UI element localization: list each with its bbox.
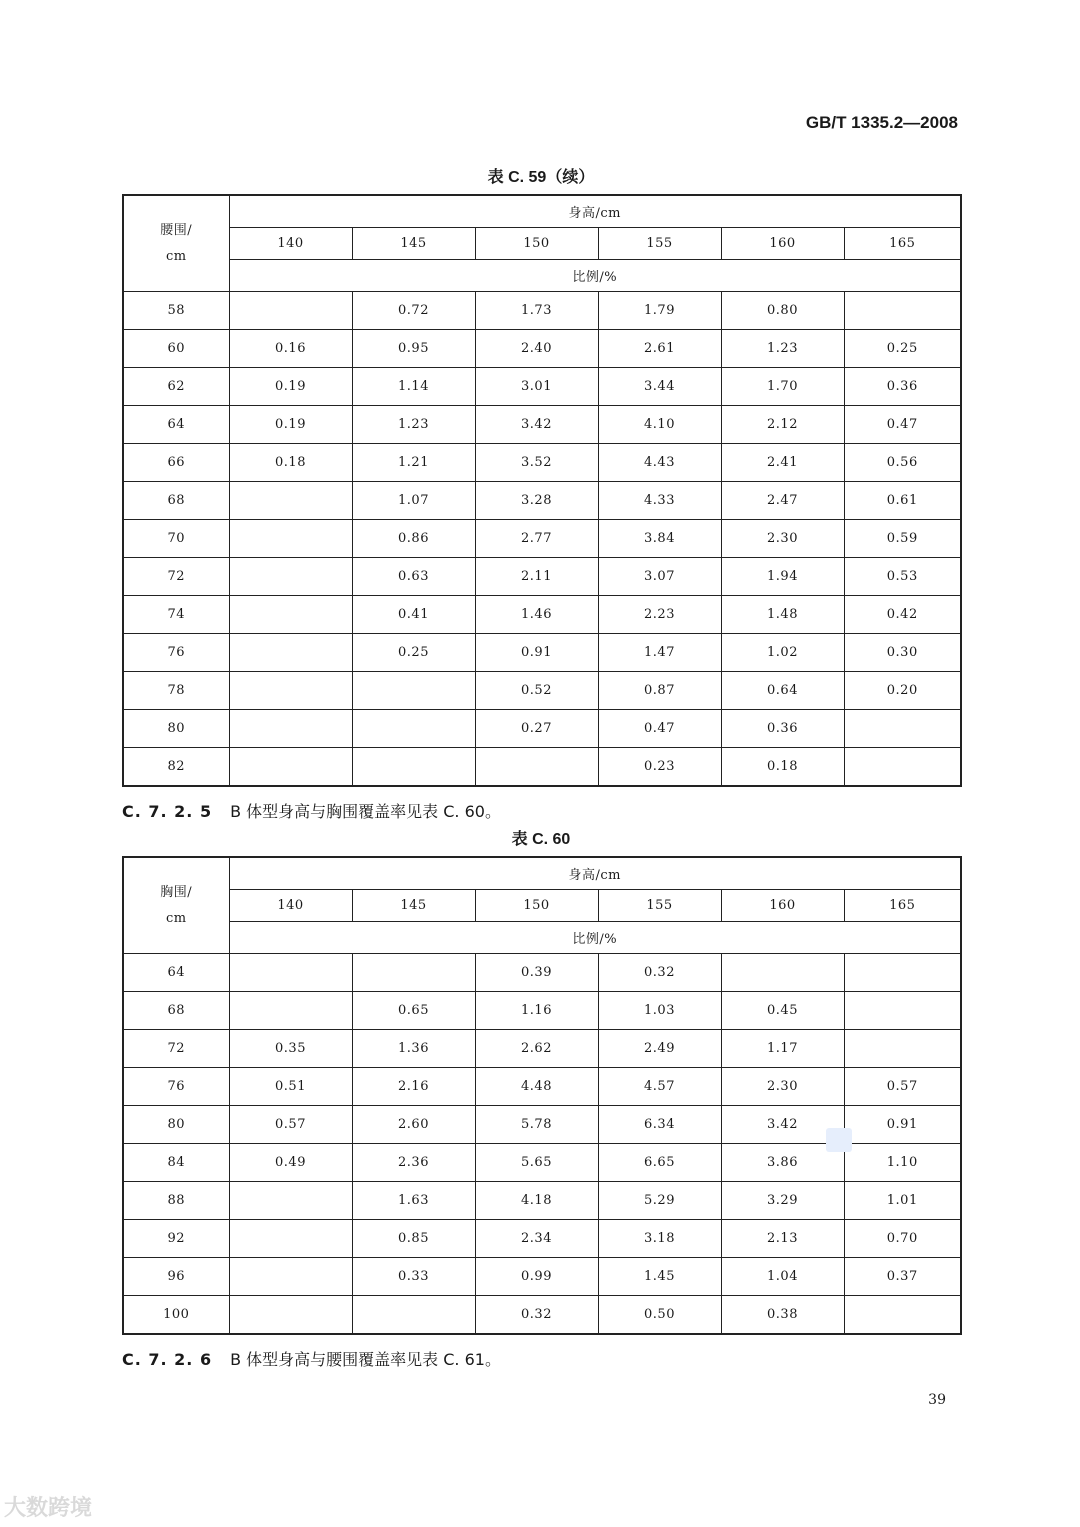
table-row [123, 406, 961, 444]
table-cell: 1.45 [598, 1258, 721, 1296]
table-cell: 2.23 [598, 596, 721, 634]
table-cell [229, 596, 352, 634]
table-cell [229, 672, 352, 710]
table-cell: 4.57 [598, 1068, 721, 1106]
table-cell: 1.23 [352, 406, 475, 444]
table-row [123, 634, 961, 672]
row-header-unit: cm [165, 910, 187, 926]
table-cell [352, 954, 475, 992]
table-cell: 0.42 [844, 596, 961, 634]
table-cell: 0.49 [229, 1144, 352, 1182]
table-row [123, 482, 961, 520]
row-key: 76 [123, 1068, 229, 1106]
row-key: 74 [123, 596, 229, 634]
row-key: 92 [123, 1220, 229, 1258]
table-cell: 3.01 [475, 368, 598, 406]
table-cell: 2.62 [475, 1030, 598, 1068]
table-cell: 5.78 [475, 1106, 598, 1144]
table-cell: 0.32 [598, 954, 721, 992]
table-cell: 2.30 [721, 1068, 844, 1106]
row-key: 84 [123, 1144, 229, 1182]
table-cell: 0.63 [352, 558, 475, 596]
table-cell: 2.36 [352, 1144, 475, 1182]
table-cell [229, 992, 352, 1030]
standard-code: GB/T 1335.2—2008 [805, 113, 958, 132]
table-cell: 0.20 [844, 672, 961, 710]
clause-number: C. 7. 2. 5 [122, 802, 213, 821]
table-cell: 0.70 [844, 1220, 961, 1258]
row-key: 72 [123, 1030, 229, 1068]
table-cell: 0.87 [598, 672, 721, 710]
table-cell: 0.19 [229, 368, 352, 406]
height-header: 身高/cm [229, 195, 961, 228]
row-key: 70 [123, 520, 229, 558]
ratio-header: 比例/% [229, 922, 961, 954]
table-cell [229, 1296, 352, 1335]
table-cell: 3.42 [475, 406, 598, 444]
table-cell: 1.07 [352, 482, 475, 520]
table-cell: 1.23 [721, 330, 844, 368]
row-key: 96 [123, 1258, 229, 1296]
table-row [123, 1030, 961, 1068]
row-key: 88 [123, 1182, 229, 1220]
table-cell: 1.10 [844, 1144, 961, 1182]
table-cell: 0.38 [721, 1296, 844, 1335]
table-cell: 4.10 [598, 406, 721, 444]
table-cell: 2.77 [475, 520, 598, 558]
table-row [123, 992, 961, 1030]
table-cell: 3.42 [721, 1106, 844, 1144]
table-cell: 3.44 [598, 368, 721, 406]
table-cell: 0.80 [721, 292, 844, 330]
table-cell: 0.85 [352, 1220, 475, 1258]
page-number: 39 [928, 1392, 946, 1408]
row-key: 72 [123, 558, 229, 596]
clause-number: C. 7. 2. 6 [122, 1350, 213, 1369]
table-cell [352, 672, 475, 710]
table-cell: 3.18 [598, 1220, 721, 1258]
table-row [123, 1296, 961, 1335]
table-cell [229, 1220, 352, 1258]
table-cell: 2.60 [352, 1106, 475, 1144]
table-cell [844, 1030, 961, 1068]
row-key: 100 [123, 1296, 229, 1335]
column-header-row [123, 228, 961, 260]
column-header: 160 [721, 228, 844, 260]
row-key: 80 [123, 710, 229, 748]
table-cell: 1.01 [844, 1182, 961, 1220]
table-cell: 0.65 [352, 992, 475, 1030]
table-cell: 0.91 [475, 634, 598, 672]
table-c60-caption: 表 C. 60 [511, 831, 571, 848]
table-cell: 0.72 [352, 292, 475, 330]
table-cell: 0.25 [352, 634, 475, 672]
table-cell [229, 482, 352, 520]
table-cell: 6.34 [598, 1106, 721, 1144]
table-cell: 0.35 [229, 1030, 352, 1068]
table-cell: 0.86 [352, 520, 475, 558]
table-cell: 0.53 [844, 558, 961, 596]
table-row [123, 520, 961, 558]
row-key: 68 [123, 482, 229, 520]
table-cell: 0.23 [598, 748, 721, 787]
table-cell [352, 1296, 475, 1335]
clause-c725 [122, 799, 501, 822]
column-header: 145 [352, 890, 475, 922]
table-cell [229, 954, 352, 992]
height-header: 身高/cm [229, 857, 961, 890]
table-c60 [122, 856, 962, 1335]
table-cell: 1.02 [721, 634, 844, 672]
table-row [123, 330, 961, 368]
table-cell: 1.17 [721, 1030, 844, 1068]
table-row [123, 672, 961, 710]
table-cell: 0.32 [475, 1296, 598, 1335]
row-header [123, 195, 229, 292]
table-cell: 0.19 [229, 406, 352, 444]
table-cell: 0.61 [844, 482, 961, 520]
table-cell: 1.63 [352, 1182, 475, 1220]
table-cell: 0.41 [352, 596, 475, 634]
table-cell: 0.25 [844, 330, 961, 368]
row-key: 78 [123, 672, 229, 710]
table-cell: 1.16 [475, 992, 598, 1030]
table-cell [229, 558, 352, 596]
table-cell [229, 1182, 352, 1220]
column-header-row [123, 890, 961, 922]
column-header: 165 [844, 228, 961, 260]
table-cell: 3.07 [598, 558, 721, 596]
column-header: 155 [598, 228, 721, 260]
table-cell: 2.30 [721, 520, 844, 558]
table-cell: 0.57 [229, 1106, 352, 1144]
watermark-mark [826, 1128, 852, 1152]
row-key: 60 [123, 330, 229, 368]
table-cell [229, 520, 352, 558]
clause-c726 [122, 1347, 501, 1370]
table-cell: 5.65 [475, 1144, 598, 1182]
table-cell: 0.64 [721, 672, 844, 710]
watermark-text: 大数跨境 [4, 1496, 93, 1521]
table-cell: 0.30 [844, 634, 961, 672]
table-cell: 0.99 [475, 1258, 598, 1296]
row-header-unit: cm [165, 248, 187, 264]
table-cell: 0.47 [598, 710, 721, 748]
table-cell: 0.45 [721, 992, 844, 1030]
table-cell: 2.47 [721, 482, 844, 520]
table-cell: 4.43 [598, 444, 721, 482]
table-cell [844, 292, 961, 330]
table-cell: 1.46 [475, 596, 598, 634]
table-cell [844, 748, 961, 787]
row-header [123, 857, 229, 954]
table-cell: 0.56 [844, 444, 961, 482]
table-row [123, 1068, 961, 1106]
column-header: 150 [475, 890, 598, 922]
table-cell: 4.48 [475, 1068, 598, 1106]
clause-text: B 体型身高与腰围覆盖率见表 C. 61。 [230, 1350, 501, 1369]
table-cell [229, 748, 352, 787]
table-cell: 2.40 [475, 330, 598, 368]
table-cell: 1.47 [598, 634, 721, 672]
row-key: 80 [123, 1106, 229, 1144]
table-cell: 2.16 [352, 1068, 475, 1106]
table-cell [844, 954, 961, 992]
table-cell: 1.04 [721, 1258, 844, 1296]
table-cell [229, 634, 352, 672]
table-cell: 4.18 [475, 1182, 598, 1220]
row-key: 82 [123, 748, 229, 787]
table-cell: 5.29 [598, 1182, 721, 1220]
table-c59 [122, 194, 962, 787]
row-header-label: 胸围/ [160, 884, 193, 900]
table-c59-caption: 表 C. 59（续） [487, 169, 595, 186]
column-header: 140 [229, 890, 352, 922]
table-cell: 1.73 [475, 292, 598, 330]
table-cell: 1.48 [721, 596, 844, 634]
table-cell: 0.51 [229, 1068, 352, 1106]
table-cell: 3.52 [475, 444, 598, 482]
row-key: 66 [123, 444, 229, 482]
table-cell: 0.50 [598, 1296, 721, 1335]
table-row [123, 558, 961, 596]
table-cell: 3.29 [721, 1182, 844, 1220]
table-cell: 1.21 [352, 444, 475, 482]
table-cell: 1.36 [352, 1030, 475, 1068]
table-cell: 4.33 [598, 482, 721, 520]
row-key: 68 [123, 992, 229, 1030]
row-key: 62 [123, 368, 229, 406]
table-cell [844, 710, 961, 748]
table-cell: 0.91 [844, 1106, 961, 1144]
row-key: 64 [123, 954, 229, 992]
table-cell: 3.84 [598, 520, 721, 558]
row-key: 64 [123, 406, 229, 444]
table-cell: 0.59 [844, 520, 961, 558]
table-cell: 0.52 [475, 672, 598, 710]
row-key: 76 [123, 634, 229, 672]
table-row [123, 292, 961, 330]
table-row [123, 444, 961, 482]
table-cell: 2.11 [475, 558, 598, 596]
table-cell: 1.70 [721, 368, 844, 406]
table-cell: 0.47 [844, 406, 961, 444]
table-cell: 1.03 [598, 992, 721, 1030]
table-cell: 0.33 [352, 1258, 475, 1296]
table-cell: 2.61 [598, 330, 721, 368]
table-cell: 2.34 [475, 1220, 598, 1258]
column-header: 140 [229, 228, 352, 260]
table-cell [352, 710, 475, 748]
table-cell [721, 954, 844, 992]
table-cell: 0.27 [475, 710, 598, 748]
table-cell: 2.12 [721, 406, 844, 444]
table-cell: 3.86 [721, 1144, 844, 1182]
row-header-label: 腰围/ [160, 222, 193, 238]
table-row [123, 1220, 961, 1258]
table-cell [229, 292, 352, 330]
ratio-header: 比例/% [229, 260, 961, 292]
table-cell: 2.41 [721, 444, 844, 482]
table-cell: 0.57 [844, 1068, 961, 1106]
row-key: 58 [123, 292, 229, 330]
table-cell: 0.18 [721, 748, 844, 787]
table-cell: 0.37 [844, 1258, 961, 1296]
column-header: 145 [352, 228, 475, 260]
table-row [123, 368, 961, 406]
table-row [123, 1182, 961, 1220]
table-cell: 2.13 [721, 1220, 844, 1258]
column-header: 150 [475, 228, 598, 260]
table-row [123, 748, 961, 787]
table-row [123, 710, 961, 748]
table-cell: 0.36 [844, 368, 961, 406]
table-cell [229, 1258, 352, 1296]
column-header: 160 [721, 890, 844, 922]
column-header: 155 [598, 890, 721, 922]
table-cell: 1.79 [598, 292, 721, 330]
table-cell: 0.36 [721, 710, 844, 748]
table-cell [229, 710, 352, 748]
table-cell: 0.16 [229, 330, 352, 368]
table-cell: 0.95 [352, 330, 475, 368]
table-row [123, 596, 961, 634]
table-cell: 1.94 [721, 558, 844, 596]
table-row [123, 954, 961, 992]
table-cell: 0.18 [229, 444, 352, 482]
table-cell [844, 1296, 961, 1335]
table-cell [844, 992, 961, 1030]
table-cell: 2.49 [598, 1030, 721, 1068]
table-row [123, 1258, 961, 1296]
column-header: 165 [844, 890, 961, 922]
table-cell [475, 748, 598, 787]
table-cell [352, 748, 475, 787]
table-cell: 1.14 [352, 368, 475, 406]
table-cell: 0.39 [475, 954, 598, 992]
table-cell: 6.65 [598, 1144, 721, 1182]
clause-text: B 体型身高与胸围覆盖率见表 C. 60。 [230, 802, 501, 821]
table-cell: 3.28 [475, 482, 598, 520]
